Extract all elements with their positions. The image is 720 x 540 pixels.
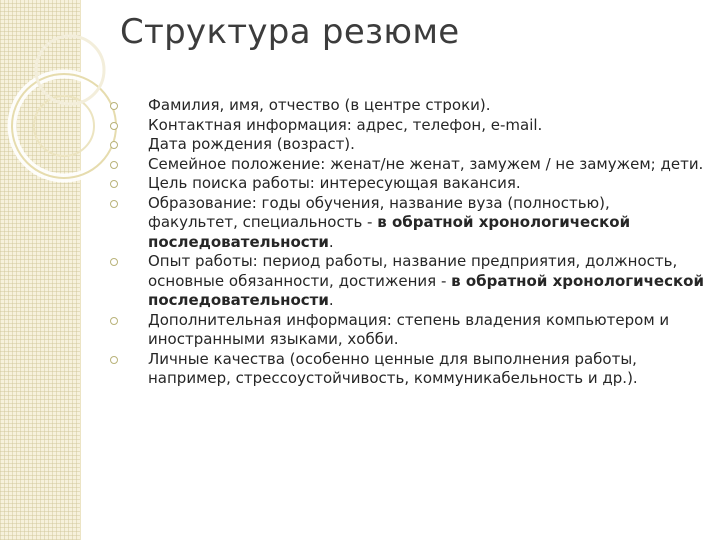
bullet-icon [110,122,118,130]
list-item [104,116,704,136]
bullet-icon [110,317,118,325]
item-text: Дополнительная информация: степень владения компьютером и иностранными языками, хобби. [148,310,670,348]
bullet-icon [110,258,118,266]
list-item [104,194,704,253]
item-text: Фамилия, имя, отчество (в центре строки). [148,96,491,114]
item-text: . [328,232,334,251]
bullet-icon [110,356,118,364]
item-text: Опыт работы: период работы, название предприятия, должность, основные обязанности, достижения - [148,252,678,290]
list-item [104,350,704,389]
bullet-icon [110,102,118,110]
list-item [104,252,704,311]
list-item [104,96,704,116]
emphasis-text: в обратной хронологической последовательности [148,213,631,251]
item-text: Цель поиска работы: интересующая вакансия. [148,174,521,192]
list-item [104,174,704,194]
item-text: Контактная информация: адрес, телефон, e-mail. [148,115,543,134]
list-item [104,155,704,175]
bullet-list-container [104,96,704,389]
item-text: Образование: годы обучения, название вуза (полностью), факультет, специальность - [148,193,610,231]
item-text: Семейное положение: женат/не женат, замужем / не замужем; дети. [148,154,704,173]
bullet-icon [110,200,118,208]
bullet-icon [110,161,118,169]
slide-title: Структура резюме [120,12,460,52]
bullet-icon [110,141,118,149]
item-text: Дата рождения (возраст). [148,135,355,153]
list-item [104,135,704,155]
bullet-list [104,96,704,389]
item-text: Личные качества (особенно ценные для выполнения работы, например, стрессоустойчивость, коммуникабельность и др.). [148,349,638,387]
bullet-icon [110,180,118,188]
item-text: . [328,291,334,309]
emphasis-text: в обратной хронологической последовательности [148,271,704,309]
list-item [104,311,704,350]
